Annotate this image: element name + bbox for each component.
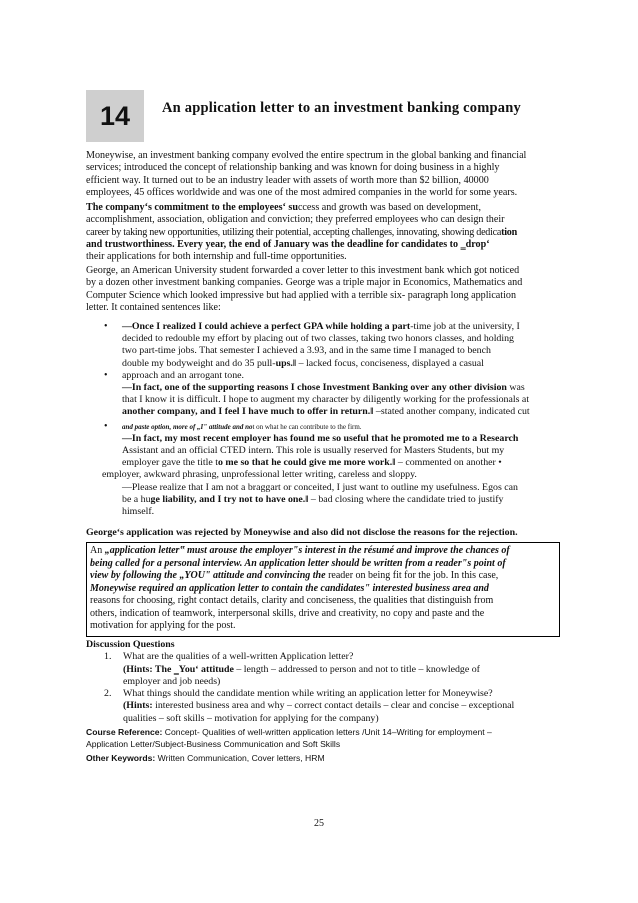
quote-text: ―Please realize that I am not a braggart or conceited, I just want to outline my usefulness. Egos can [122, 481, 518, 493]
hint-text: – length – addressed to person and not to title – knowledge of [233, 663, 480, 675]
quote-bold: ―In fact, my most recent employer has found me so useful that he promoted me to a Research [122, 432, 519, 444]
bullet-icon: • [495, 457, 502, 469]
quote-text: was [506, 382, 525, 394]
list-item [86, 421, 558, 470]
list-item [86, 370, 558, 419]
hint-text: qualities – soft skills – motivation for applying for the company) [123, 712, 379, 724]
box-text: motivation for applying for the post. [90, 620, 236, 631]
comment-text: approach and an arrogant tone. [122, 369, 245, 381]
rejection-text: George‘s application was rejected by Moneywise and also did not disclose the reasons for the rejection. [86, 527, 518, 538]
question-text: What things should the candidate mention while writing an application letter for Moneywise? [123, 688, 493, 700]
quote-bold: ge liability, and I try not to have one.‖ [150, 493, 309, 505]
comment-bold-italic: and paste option, more of „I" attitude and no [122, 422, 253, 431]
george-line: Computer Science which looked impressive but had applied with a terrible six- paragraph long application [86, 289, 516, 301]
comment-text: t on what he can contribute to the firm. [252, 422, 362, 431]
hint-text: interested business area and why – correct contact details – clear and concise – exceptional [152, 700, 515, 712]
comment-text: employer, awkward phrasing, unprofessional letter writing, careless and sloppy. [102, 469, 417, 481]
comment-text: –stated another company, indicated cut [373, 406, 530, 418]
commitment-text: accomplishment, association, obligation and conviction; they preferred employees who can design their [86, 214, 505, 226]
quote-text: -time job at the university, I [410, 321, 520, 332]
comment-text: – commented on another [395, 457, 496, 469]
course-reference-text: Application Letter/Subject-Business Communication and Soft Skills [86, 738, 341, 749]
box-bold-italic: view by following the „YOU" attitude and convincing the [90, 570, 329, 581]
bullet-icon: • [104, 369, 108, 381]
george-paragraph [86, 265, 558, 314]
question-number: 1. [104, 651, 112, 663]
quote-text: double my bodyweight and do 35 pull- [122, 357, 276, 369]
case-number-box [86, 90, 144, 142]
bullet-icon: • [104, 321, 108, 332]
question-item [86, 688, 558, 725]
course-reference [86, 727, 558, 750]
comment-text: himself. [122, 506, 155, 518]
intro-paragraph [86, 150, 558, 199]
quote-text: employer gave the title t [122, 457, 218, 469]
list-item [86, 321, 558, 370]
discussion-heading: Discussion Questions [86, 639, 175, 650]
commitment-text: their applications for both internship and full-time opportunities. [86, 251, 347, 263]
rejection-statement [86, 527, 558, 539]
quote-bold: ups.‖ [275, 357, 297, 369]
question-item [86, 651, 558, 688]
commitment-bold: and trustworthiness. Every year, the end of January was the deadline for candidates to ‗drop‘ [86, 238, 490, 250]
commitment-bold: tion [501, 226, 517, 238]
george-line: George, an American University student forwarded a cover letter to this investment bank which got noticed [86, 265, 520, 276]
quote-text: Assistant and an official CTED intern. This role is usually reserved for Masters Students, but my [122, 445, 505, 457]
quote-bold: o me so that he could give me more work.‖ [217, 457, 396, 469]
question-text: What are the qualities of a well-written Application letter? [123, 651, 354, 663]
other-keywords-label: Other Keywords: [86, 753, 156, 763]
box-bold-italic: Moneywise required an application letter to contain the candidates" interested business area and [90, 582, 489, 594]
quote-text: decided to redouble my effort by placing out of two classes, taking two honors classes, and holding [122, 333, 514, 345]
page-number: 25 [314, 818, 324, 829]
quote-bold: ―Once I realized I could achieve a perfect GPA while holding a part [122, 321, 411, 332]
quote-bold: ―In fact, one of the supporting reasons I chose Investment Banking over any other division [122, 382, 507, 394]
box-bold-italic: „application letter‟ must arouse the employer"s interest in the résumé and improve the chances of [104, 545, 510, 556]
intro-line: Moneywise, an investment banking company evolved the entire spectrum in the global banking and financial [86, 150, 527, 161]
intro-line: efficient way. It turned out to be an industry leader with assets of worth more than $2 billion, 40000 [86, 174, 489, 186]
commitment-bold: The company‘s commitment to the employees‘ su [86, 202, 298, 213]
hint-text: employer and job needs) [123, 675, 221, 687]
george-line: letter. It contained sentences like: [86, 301, 221, 313]
hint-label: (Hints: [123, 700, 153, 712]
box-bold-italic: being called for a personal interview. An application letter should be written from a reader"s point of [90, 557, 506, 569]
course-reference-label: Course Reference: [86, 727, 163, 737]
commitment-text: ccess and growth was based on development, [297, 202, 481, 213]
quoted-sentences-list [86, 321, 558, 518]
comment-text: – lacked focus, conciseness, displayed a casual [296, 357, 484, 369]
quote-text: be a hu [122, 493, 151, 505]
box-text: reasons for choosing, right contact details, clarity and conciseness, the qualities that distinguish from [90, 595, 494, 606]
list-item-continuation [86, 469, 558, 481]
box-text: An [90, 545, 105, 556]
intro-line: employees, 45 offices worldwide and was one of the most admired companies in the world for some years. [86, 186, 518, 198]
quote-text: two part-time jobs. That semester I achieved a 3.93, and in the same time I managed to bench [122, 345, 491, 357]
hint-label: (Hints: The ‗You‘ attitude [123, 663, 234, 675]
discussion-section [86, 639, 558, 725]
george-line: by a dozen other investment banking companies. George was a triple major in Economics, Mathematics and [86, 277, 523, 289]
question-number: 2. [104, 688, 112, 700]
case-number: 14 [99, 100, 131, 131]
summary-box [86, 542, 560, 637]
box-text: others, indication of teamwork, interpersonal skills, drive and creativity, no copy and paste and the [90, 607, 485, 619]
course-reference-text: Concept- Qualities of well-written application letters /Unit 14–Writing for employment – [162, 727, 492, 737]
other-keywords [86, 753, 558, 765]
box-text: reader on being fit for the job. In this case, [328, 570, 499, 581]
other-keywords-text: Written Communication, Cover letters, HRM [155, 753, 325, 763]
intro-line: services; introduced the concept of relationship banking and was known for doing business in a highly [86, 162, 500, 174]
case-title: An application letter to an investment banking company [162, 100, 521, 116]
comment-text: – bad closing where the candidate tried to justify [308, 493, 504, 505]
quote-bold: another company, and I feel I have much to offer in return.‖ [122, 406, 374, 418]
quote-text: that I know it is difficult. I hope to augment my character by diligently working for the professionals at [122, 394, 530, 406]
list-item [86, 482, 558, 519]
bullet-icon: • [104, 420, 108, 432]
commitment-paragraph [86, 202, 558, 263]
commitment-text: career by taking new opportunities, utilizing their potential, accepting challenges, innovating, showing dedica [86, 226, 502, 238]
